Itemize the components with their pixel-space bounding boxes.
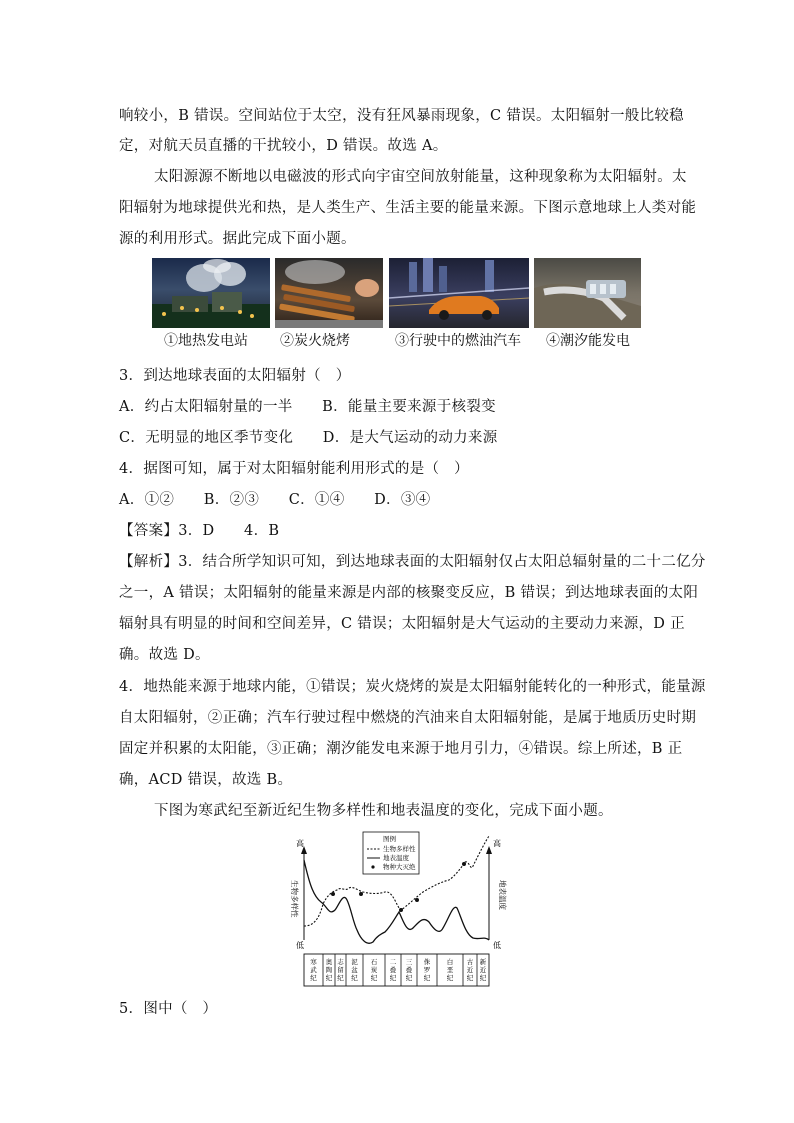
extinction-point	[415, 898, 419, 902]
text-line: 源的利用形式。据此完成下面小题。	[119, 231, 356, 247]
left-axis-low: 低	[296, 941, 304, 950]
right-axis-low: 低	[493, 941, 501, 950]
answer-line: 【答案】3．D 4．B	[119, 523, 280, 539]
right-axis-label: 地表温度	[498, 880, 507, 910]
photo-caption-4: ④潮汐能发电	[546, 333, 630, 349]
legend-title: 图例	[383, 835, 396, 843]
period-label: 奥陶纪	[325, 958, 333, 982]
analysis-line: 之一，A 错误；太阳辐射的能量来源是内部的核聚变反应，B 错误；到达地球表面的太阳	[119, 585, 699, 601]
legend-extinction-swatch	[371, 865, 374, 868]
analysis-line: 【解析】3．结合所学知识可知，到达地球表面的太阳辐射仅占太阳总辐射量的二十二亿分	[119, 554, 706, 570]
extinction-point	[462, 862, 466, 866]
period-label: 古近纪	[466, 958, 474, 982]
analysis-line: 自太阳辐射，②正确；汽车行驶过程中燃烧的汽油来自太阳辐射能，是属于地质历史时期	[119, 710, 697, 726]
question-3-options-ab: A．约占太阳辐射量的一半 B．能量主要来源于核裂变	[119, 399, 496, 415]
extinction-point	[359, 892, 363, 896]
question-5-stem: 5．图中（ ）	[119, 1001, 218, 1017]
question-4-options: A．①② B．②③ C．①④ D．③④	[119, 492, 431, 508]
tidal-power-photo	[534, 258, 641, 328]
period-label: 白垩纪	[446, 958, 454, 982]
analysis-line: 确，ACD 错误，故选 B。	[119, 772, 293, 788]
fuel-car-photo	[389, 258, 529, 328]
text-line: 阳辐射为地球提供光和热，是人类生产、生活主要的能量来源。下图示意地球上人类对能	[119, 200, 697, 216]
period-label: 二叠纪	[389, 958, 397, 982]
question-4-stem: 4．据图可知，属于对太阳辐射能利用形式的是（ ）	[119, 461, 469, 477]
text-line: 定，对航天员直播的干扰较小，D 错误。故选 A。	[119, 138, 448, 154]
period-label: 侏罗纪	[423, 958, 431, 982]
period-label: 志留纪	[337, 958, 344, 982]
period-label: 新近纪	[479, 958, 487, 982]
text-line: 太阳源源不断地以电磁波的形式向宇宙空间放射能量，这种现象称为太阳辐射。太	[154, 169, 687, 185]
period-label: 寒武纪	[310, 958, 317, 982]
question-3-options-cd: C．无明显的地区季节变化 D．是大气运动的动力来源	[119, 430, 498, 446]
analysis-line: 4．地热能来源于地球内能，①错误；炭火烧烤的炭是太阳辐射能转化的一种形式，能量源	[119, 679, 706, 695]
period-label: 三叠纪	[405, 958, 413, 982]
left-axis-high: 高	[296, 839, 304, 848]
legend-bio-label: 生物多样性	[383, 845, 416, 853]
right-axis-high: 高	[493, 839, 501, 848]
period-label: 泥盆纪	[351, 958, 358, 982]
photo-caption-2: ②炭火烧烤	[280, 333, 350, 349]
legend-extinction-label: 物种大灭绝	[383, 863, 416, 871]
analysis-line: 确。故选 D。	[119, 647, 210, 663]
question-3-stem: 3．到达地球表面的太阳辐射（ ）	[119, 368, 351, 384]
text-line: 响较小，B 错误。空间站位于太空，没有狂风暴雨现象，C 错误。太阳辐射一般比较稳	[119, 108, 684, 124]
extinction-point	[399, 908, 403, 912]
left-axis-label: 生物多样性	[290, 880, 299, 918]
energy-photo-strip	[152, 258, 642, 328]
analysis-line: 辐射具有明显的时间和空间差异，C 错误；太阳辐射是大气运动的主要动力来源，D 正	[119, 616, 685, 632]
photo-caption-3: ③行驶中的燃油汽车	[395, 333, 521, 349]
text-line: 下图为寒武纪至新近纪生物多样性和地表温度的变化，完成下面小题。	[154, 803, 613, 819]
biodiversity-temperature-diagram	[283, 830, 513, 988]
charcoal-barbecue-photo	[275, 258, 383, 328]
geothermal-plant-photo	[152, 258, 270, 328]
legend-temp-label: 地表温度	[383, 854, 409, 862]
extinction-point	[331, 892, 335, 896]
photo-caption-1: ①地热发电站	[164, 333, 248, 349]
period-label: 石炭纪	[370, 958, 378, 982]
analysis-line: 固定并积累的太阳能，③正确；潮汐能发电来源于地月引力，④错误。综上所述，B 正	[119, 741, 683, 757]
